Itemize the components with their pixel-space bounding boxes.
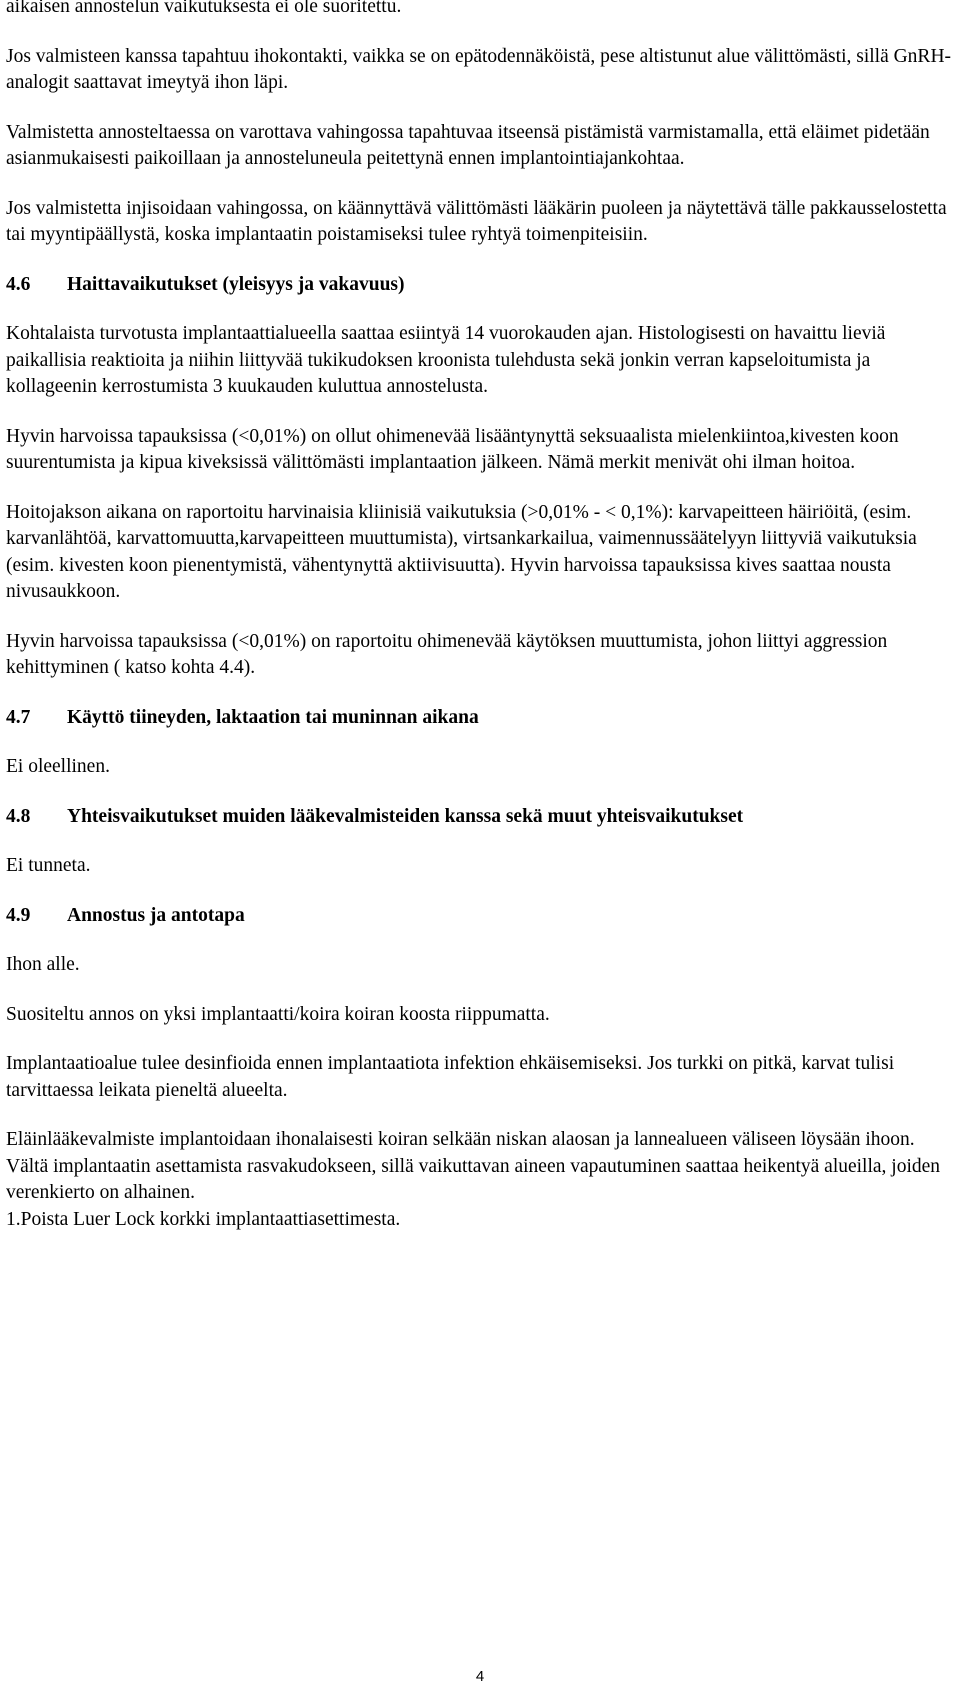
section-title: Haittavaikutukset (yleisyys ja vakavuus) bbox=[67, 273, 405, 295]
paragraph-rare-clinical-effects: Hoitojakson aikana on raportoitu harvinaisia kliinisiä vaikutuksia (>0,01% - < 0,1%): karvapeitteen häiriöitä, (esim. karvanlähtöä, karvattomuutta,karvapeitteen muuttumista), virtsankarkailua, vaimennussäätelyyn liittyviä vaikutuksia (esim. kivesten koon pienentymistä, vähentynyttä aktiivisuutta). Hyvin harvoissa tapauksissa kives saattaa nousta nivusaukkoon. bbox=[6, 501, 917, 602]
document-body bbox=[6, 0, 954, 1256]
section-number: 4.7 bbox=[6, 706, 31, 728]
section-title: Annostus ja antotapa bbox=[67, 904, 245, 926]
paragraph-self-injection-caution: Valmistetta annosteltaessa on varottava vahingossa tapahtuvaa itseensä pistämistä varmistamalla, että eläimet pidetään asianmukaisesti paikoillaan ja annosteluneula peitettynä ennen implantointiajankohtaa. bbox=[6, 121, 930, 169]
paragraph-continued-text: aikaisen annostelun vaikutuksesta ei ole suoritettu. bbox=[6, 0, 402, 17]
paragraph-behaviour-change: Hyvin harvoissa tapauksissa (<0,01%) on raportoitu ohimenevää käytöksen muuttumista, johon liittyi aggression kehittyminen ( katso kohta 4.4). bbox=[6, 630, 888, 678]
paragraph-not-applicable: Ei oleellinen. bbox=[6, 756, 110, 777]
paragraph-accidental-injection: Jos valmistetta injisoidaan vahingossa, on käännyttävä välittömästi lääkärin puoleen ja näytettävä tälle pakkausselostetta tai myyntipäällystä, koska implantaatin poistamiseksi tulee ryhtyä toimenpiteisiin. bbox=[6, 197, 947, 245]
section-title: Käyttö tiineyden, laktaation tai muninnan aikana bbox=[67, 706, 479, 728]
section-heading-4-7 bbox=[6, 705, 954, 732]
section-heading-4-9 bbox=[6, 903, 954, 930]
page-number: 4 bbox=[475, 1668, 485, 1685]
paragraph-disinfection: Implantaatioalue tulee desinfioida ennen implantaatiota infektion ehkäisemiseksi. Jos turkki on pitkä, karvat tulisi tarvittaessa leikata pieneltä alueelta. bbox=[6, 1053, 895, 1101]
section-heading-4-8 bbox=[6, 804, 954, 831]
section-number: 4.9 bbox=[6, 904, 31, 926]
section-number: 4.8 bbox=[6, 805, 31, 827]
paragraph-swelling-histology: Kohtalaista turvotusta implantaattialueella saattaa esiintyä 14 vuorokauden ajan. Histologisesti on havaittu lieviä paikallisia reaktioita ja niihin liittyvää tukikudoksen kroonista tulehdusta sekä jonkin verran kapseloitumista ja kollageenin kerrostumista 3 kuukauden kuluttua annostelusta. bbox=[6, 323, 886, 397]
paragraph-step-1: 1.Poista Luer Lock korkki implantaattiasettimesta. bbox=[6, 1208, 401, 1230]
paragraph-skin-contact: Jos valmisteen kanssa tapahtuu ihokontakti, vaikka se on epätodennäköistä, pese altistunut alue välittömästi, sillä GnRH-analogit saattavat imeytyä ihon läpi. bbox=[6, 45, 952, 93]
paragraph-subcutaneous: Ihon alle. bbox=[6, 954, 80, 975]
paragraph-recommended-dose: Suositeltu annos on yksi implantaatti/koira koiran koosta riippumatta. bbox=[6, 1003, 550, 1025]
section-heading-4-6 bbox=[6, 272, 954, 299]
section-title: Yhteisvaikutukset muiden lääkevalmisteiden kanssa sekä muut yhteisvaikutukset bbox=[67, 805, 744, 827]
paragraph-very-rare-effects: Hyvin harvoissa tapauksissa (<0,01%) on ollut ohimenevää lisääntynyttä seksuaalista mielenkiintoa,kivesten koon suurentumista ja kipua kiveksissä välittömästi implantaation jälkeen. Nämä merkit menivät ohi ilman hoitoa. bbox=[6, 425, 899, 473]
section-number: 4.6 bbox=[6, 273, 31, 295]
paragraph-implantation-site: Eläinlääkevalmiste implantoidaan ihonalaisesti koiran selkään niskan alaosan ja lannealueen väliseen löysään ihoon. Vältä implantaatin asettamista rasvakudokseen, sillä vaikuttavan aineen vapautuminen saattaa heikentyä alueilla, joiden verenkierto on alhainen. bbox=[6, 1129, 941, 1203]
paragraph-not-known: Ei tunneta. bbox=[6, 855, 91, 876]
